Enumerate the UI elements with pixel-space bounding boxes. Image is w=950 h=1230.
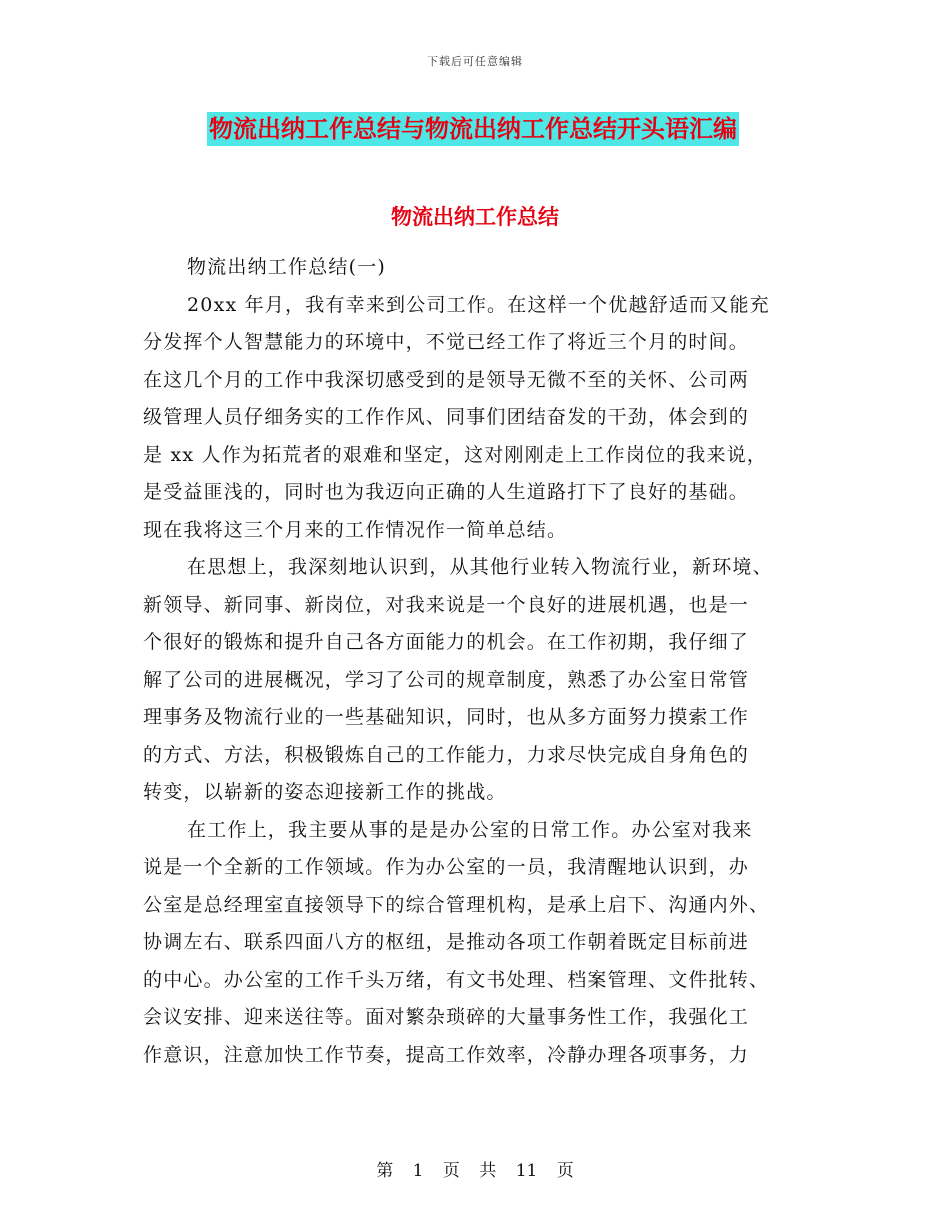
page-footer	[0, 1156, 950, 1181]
body-line: 现在我将这三个月来的工作情况作一简单总结。	[143, 518, 568, 541]
page-header-note: 下载后可任意编辑	[427, 55, 523, 68]
body-line: 个很好的锻炼和提升自己各方面能力的机会。在工作初期，我仔细了	[143, 631, 750, 653]
body-line: 物流出纳工作总结(一)	[187, 256, 387, 278]
footer-suffix: 页	[556, 1161, 574, 1181]
body-line: 会议安排、迎来送往等。面对繁杂琐碎的大量事务性工作，我强化工	[143, 1006, 750, 1028]
document-body	[143, 249, 813, 1074]
body-line: 在这几个月的工作中我深切感受到的是领导无微不至的关怀、公司两	[143, 368, 750, 391]
body-line: 新领导、新同事、新岗位，对我来说是一个良好的进展机遇，也是一	[143, 593, 750, 616]
footer-page-word: 页	[442, 1161, 460, 1181]
footer-total-pages: 11	[515, 1161, 538, 1181]
body-line: 协调左右、联系四面八方的枢纽，是推动各项工作朝着既定目标前进	[143, 931, 750, 953]
body-line: 在工作上，我主要从事的是是办公室的日常工作。办公室对我来	[187, 818, 753, 841]
body-line: 在思想上，我深刻地认识到，从其他行业转入物流行业，新环境、	[187, 556, 773, 578]
body-line: 是受益匪浅的，同时也为我迈向正确的人生道路打下了良好的基础。	[143, 481, 750, 503]
document-title: 物流出纳工作总结与物流出纳工作总结开头语汇编	[207, 112, 739, 146]
section-title: 物流出纳工作总结	[391, 205, 559, 229]
body-line: 说是一个全新的工作领域。作为办公室的一员，我清醒地认识到，办	[143, 856, 750, 878]
body-line: 的中心。办公室的工作千头万绪，有文书处理、档案管理、文件批转、	[143, 968, 770, 991]
footer-page-number: 1	[412, 1161, 424, 1181]
footer-total-word: 共	[479, 1161, 497, 1181]
body-line: 的方式、方法，积极锻炼自己的工作能力，力求尽快完成自身角色的	[143, 743, 750, 766]
body-line: 分发挥个人智慧能力的环境中，不觉已经工作了将近三个月的时间。	[143, 331, 750, 353]
body-line: 作意识，注意加快工作节奏，提高工作效率，冷静办理各项事务，力	[143, 1043, 750, 1066]
body-line: 解了公司的进展概况，学习了公司的规章制度，熟悉了办公室日常管	[143, 668, 750, 691]
body-line: 20xx 年月，我有幸来到公司工作。在这样一个优越舒适而又能充	[187, 293, 770, 316]
body-line: 是 xx 人作为拓荒者的艰难和坚定，这对刚刚走上工作岗位的我来说，	[143, 443, 768, 466]
footer-prefix: 第	[376, 1161, 394, 1181]
body-line: 级管理人员仔细务实的工作作风、同事们团结奋发的干劲，体会到的	[143, 406, 750, 428]
body-line: 公室是总经理室直接领导下的综合管理机构，是承上启下、沟通内外、	[143, 893, 770, 916]
body-line: 转变，以崭新的姿态迎接新工作的挑战。	[143, 781, 507, 803]
body-line: 理事务及物流行业的一些基础知识，同时，也从多方面努力摸索工作	[143, 706, 750, 728]
